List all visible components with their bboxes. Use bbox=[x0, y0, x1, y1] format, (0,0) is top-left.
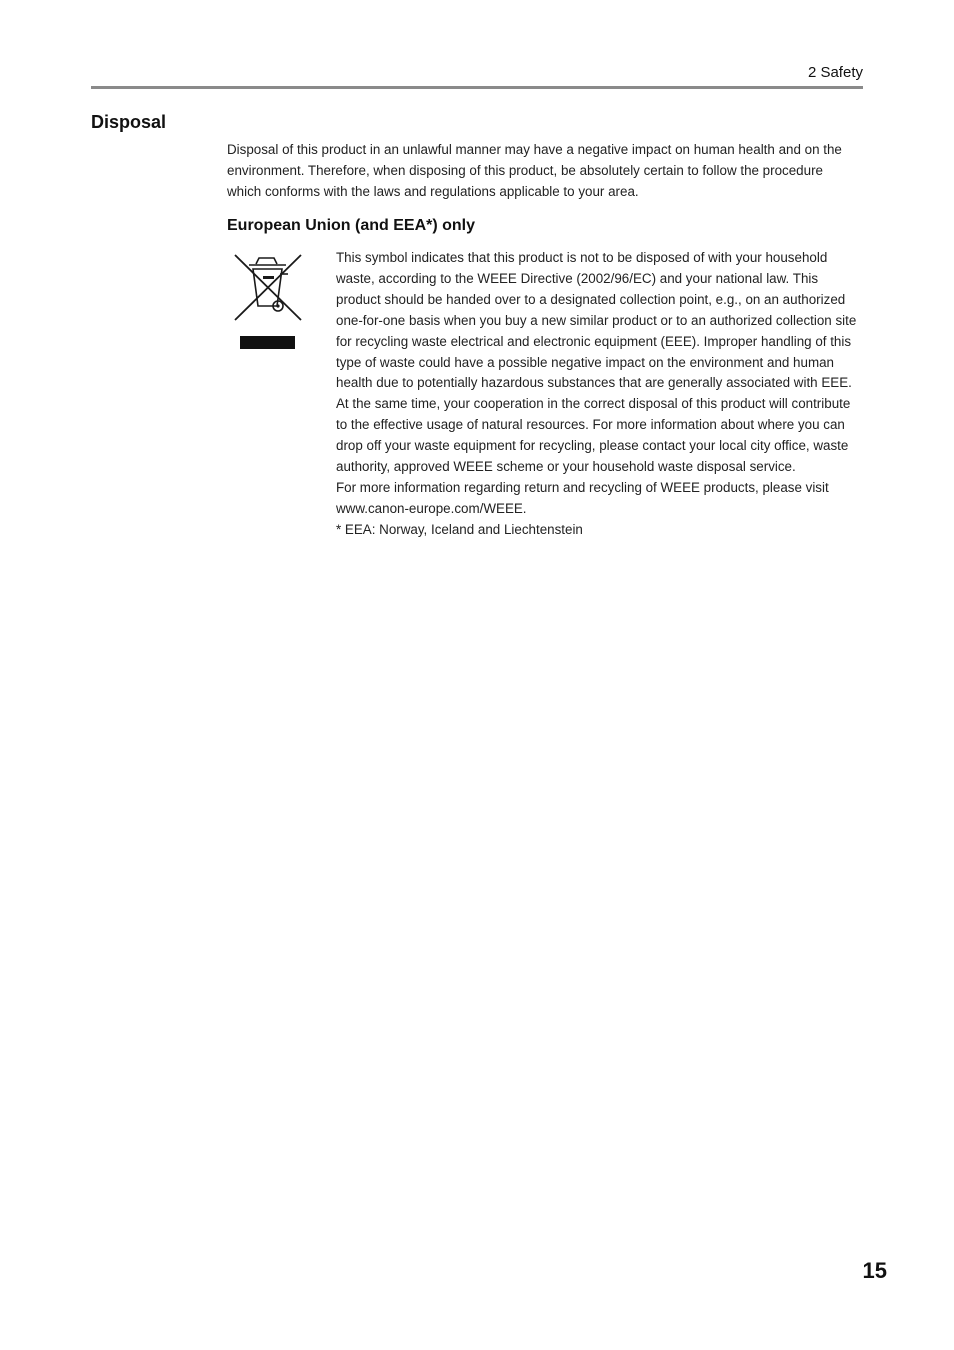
weee-more-info: For more information regarding return and recycling of WEEE products, please visit www.canon-europe.com/WEEE. bbox=[336, 479, 829, 516]
subsection-title: European Union (and EEA*) only bbox=[227, 217, 476, 234]
weee-text-block bbox=[336, 248, 860, 541]
section-title: Disposal bbox=[91, 112, 167, 132]
chapter-header: 2 Safety bbox=[807, 64, 863, 81]
intro-paragraph: Disposal of this product in an unlawful manner may have a negative impact on human health and on the environment. Therefore, when disposing of this product, be absolutely certain to follow the procedure which conforms with the laws and regulations applicable to your area. bbox=[227, 142, 842, 199]
crossed-out-wheelie-bin-icon bbox=[232, 252, 304, 352]
eea-footnote: * EEA: Norway, Iceland and Liechtenstein bbox=[336, 521, 583, 537]
header-divider bbox=[91, 86, 863, 89]
page-number: 15 bbox=[862, 1258, 887, 1283]
weee-paragraph: This symbol indicates that this product is not to be disposed of with your household waste, according to the WEEE Directive (2002/96/EC) and your national law. This product should be handed over to a designated collection point, e.g., on an authorized one-for-one basis when you buy a new similar product or to an authorized collection site for recycling waste electrical and electronic equipment (EEE). Improper handling of this type of waste could have a possible negative impact on the environment and human health due to potentially hazardous substances that are generally associated with EEE. At the same time, your cooperation in the correct disposal of this product will contribute to the effective usage of natural resources. For more information about where you can drop off your waste equipment for recycling, please contact your local city office, waste authority, approved WEEE scheme or your household waste disposal service. bbox=[336, 250, 857, 475]
